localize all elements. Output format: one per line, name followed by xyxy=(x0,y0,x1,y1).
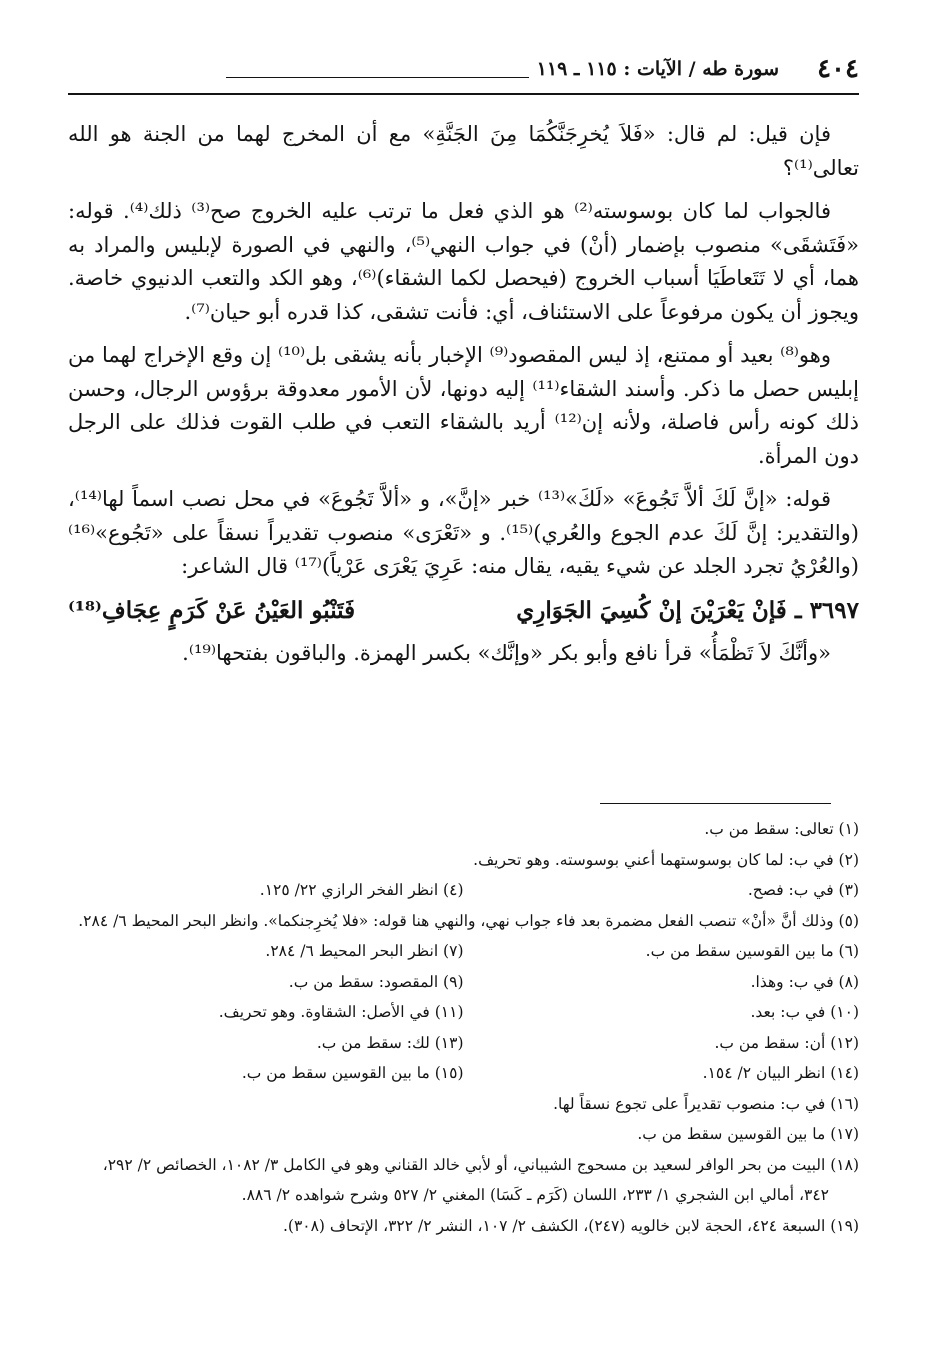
footnote-rule xyxy=(600,803,831,804)
paragraph-5: «وأنَّكَ لاَ تَظْمَأُ» قرأ نافع وأبو بكر «وإنَّك» بكسر الهمزة. والباقون بفتحها⁽¹⁹⁾. xyxy=(182,641,831,665)
header-rule xyxy=(68,93,859,95)
footnote-row xyxy=(68,875,859,906)
page-header xyxy=(68,50,859,88)
verse-second-hemistich: فَتَنْبُو العَيْنُ عَنْ كَرَمٍ عِجَافِ⁽¹⁸⁾ xyxy=(68,596,356,624)
footnote: (٣) في ب: فصح. xyxy=(747,881,859,899)
paragraph-2: فالجواب لما كان بوسوسته⁽²⁾ هو الذي فعل ما ترتب عليه الخروج صح⁽³⁾ ذلك⁽⁴⁾. قوله: «فَتَشقَى» منصوب بإضمار (أنْ) في جواب النهي⁽⁵⁾، والنهي في الصورة لإبليس والمراد به هما، أي لا تَتَعاطَيَا أسباب الخروج (فيحصل لكما الشقاء)⁽⁶⁾، وهو الكد والتعب الدنيوي خاصة. ويجوز أن يكون مرفوعاً على الاستئناف، أي: فأنت تشقى، كذا قدره أبو حيان⁽⁷⁾. xyxy=(68,199,859,324)
footnote-row xyxy=(68,967,859,998)
footnote: (٤) انظر الفخر الرازي ٢٢/ ١٢٥. xyxy=(259,881,464,899)
footnote: (٩) المقصود: سقط من ب. xyxy=(288,972,464,991)
page-number: ٤٠٤ xyxy=(817,54,859,84)
poetry-verse xyxy=(68,594,859,628)
paragraph-3: وهو⁽⁸⁾ بعيد أو ممتنع، إذ ليس المقصود⁽⁹⁾ الإخبار بأنه يشقى بل⁽¹⁰⁾ إن وقع الإخراج لهما من إبليس حصل ما ذكر. وأسند الشقاء⁽¹¹⁾ إليه دونها، لأن الأمور معدوقة برؤوس الرجال، وحسن ذلك كونه رأس فاصلة، ولأنه إن⁽¹²⁾ أريد بالشقاء التعب في طلب القوت فذلك على الرجل دون المرأة. xyxy=(68,343,860,468)
footnote: (١٥) ما بين القوسين سقط من ب. xyxy=(241,1064,464,1082)
paragraph-1: فإن قيل: لم قال: «فَلاَ يُخرِجَنَّكُمَا مِنَ الجَنَّةِ» مع أن المخرج لهما من الجنة هو الله تعالى⁽¹⁾؟ xyxy=(68,122,859,180)
main-text xyxy=(68,118,859,681)
footnote-row xyxy=(68,936,859,967)
footnote-row xyxy=(68,1058,859,1089)
footnote: (٢) في ب: لما كان بوسوستهما أعني بوسوسته. وهو تحريف. xyxy=(473,850,859,869)
footnote: (١٨) البيت من بحر الوافر لسعيد بن مسحوج الشيباني، أو لأبي خالد القناني وهو في الكامل ٣/ ١٠٨٢، الخصائص ٢/ ٢٩٢، ٣٤٢، أمالي ابن الشجري ١/ ٢٣٣، اللسان (كَرَم ـ كَسَا) المغني ٢/ ٥٢٧ وشرح شواهده ٢/ ٨٨٦. xyxy=(102,1155,859,1204)
footnote: (١٢) أن: سقط من ب. xyxy=(714,1033,859,1052)
footnote: (٨) في ب: وهذا. xyxy=(750,972,859,991)
footnotes xyxy=(68,814,859,1241)
running-title: سورة طه / الآيات : ١١٥ ـ ١١٩ xyxy=(536,58,779,80)
footnote: (١٩) السبعة ٤٢٤، الحجة لابن خالويه (٢٤٧)، الكشف ٢/ ١٠٧، النشر ٢/ ٣٢٢، الإتحاف (٣٠٨). xyxy=(282,1216,859,1235)
verse-number: ٣٦٩٧ ـ xyxy=(794,596,859,624)
paragraph-4: قوله: «إنَّ لَكَ ألاَّ تَجُوعَ» «لَكَ»⁽¹³⁾ خبر «إنَّ»، و «ألاَّ تَجُوعَ» في محل نصب اسماً لها⁽¹⁴⁾، (والتقدير: إنَّ لَكَ عدم الجوع والعُري)⁽¹⁵⁾. و «تَعْرَى» منصوب تقديراً نسقاً على «تَجُوع»⁽¹⁶⁾ (والعُرْيُ تجرد الجلد عن شيء يقيه، يقال منه: عَرِيَ يَعْرَى عَرْياً)⁽¹⁷⁾ قال الشاعر: xyxy=(68,487,859,578)
footnote: (٥) وذلك أنَّ «أنْ» تنصب الفعل مضمرة بعد فاء جواب نهي، والنهي هنا قوله: «فلا يُخرِجنكما». وانظر البحر المحيط ٦/ ٢٨٤. xyxy=(78,911,859,930)
footnote: (٦) ما بين القوسين سقط من ب. xyxy=(645,942,859,960)
footnote: (١١) في الأصل: الشقاوة. وهو تحريف. xyxy=(218,1003,464,1021)
footnote: (١٠) في ب: بعد. xyxy=(750,1003,859,1021)
footnote: (١٤) انظر البيان ٢/ ١٥٤. xyxy=(702,1064,859,1082)
header-dash-line xyxy=(226,77,529,78)
footnote-row xyxy=(68,1028,859,1059)
footnote: (١٣) لك: سقط من ب. xyxy=(316,1033,464,1052)
footnote: (١٧) ما بين القوسين سقط من ب. xyxy=(637,1125,859,1143)
verse-first-hemistich xyxy=(516,594,859,628)
footnote-row xyxy=(68,997,859,1028)
verse-first-text: فَإنْ يَعْرَيْنَ إنْ كُسِيَ الجَوَارِي xyxy=(516,596,787,624)
footnote: (١) تعالى: سقط من ب. xyxy=(704,820,859,838)
footnote: (٧) انظر البحر المحيط ٦/ ٢٨٤. xyxy=(265,942,464,960)
footnote: (١٦) في ب: منصوب تقديراً على تجوع نسقاً لها. xyxy=(553,1094,859,1113)
